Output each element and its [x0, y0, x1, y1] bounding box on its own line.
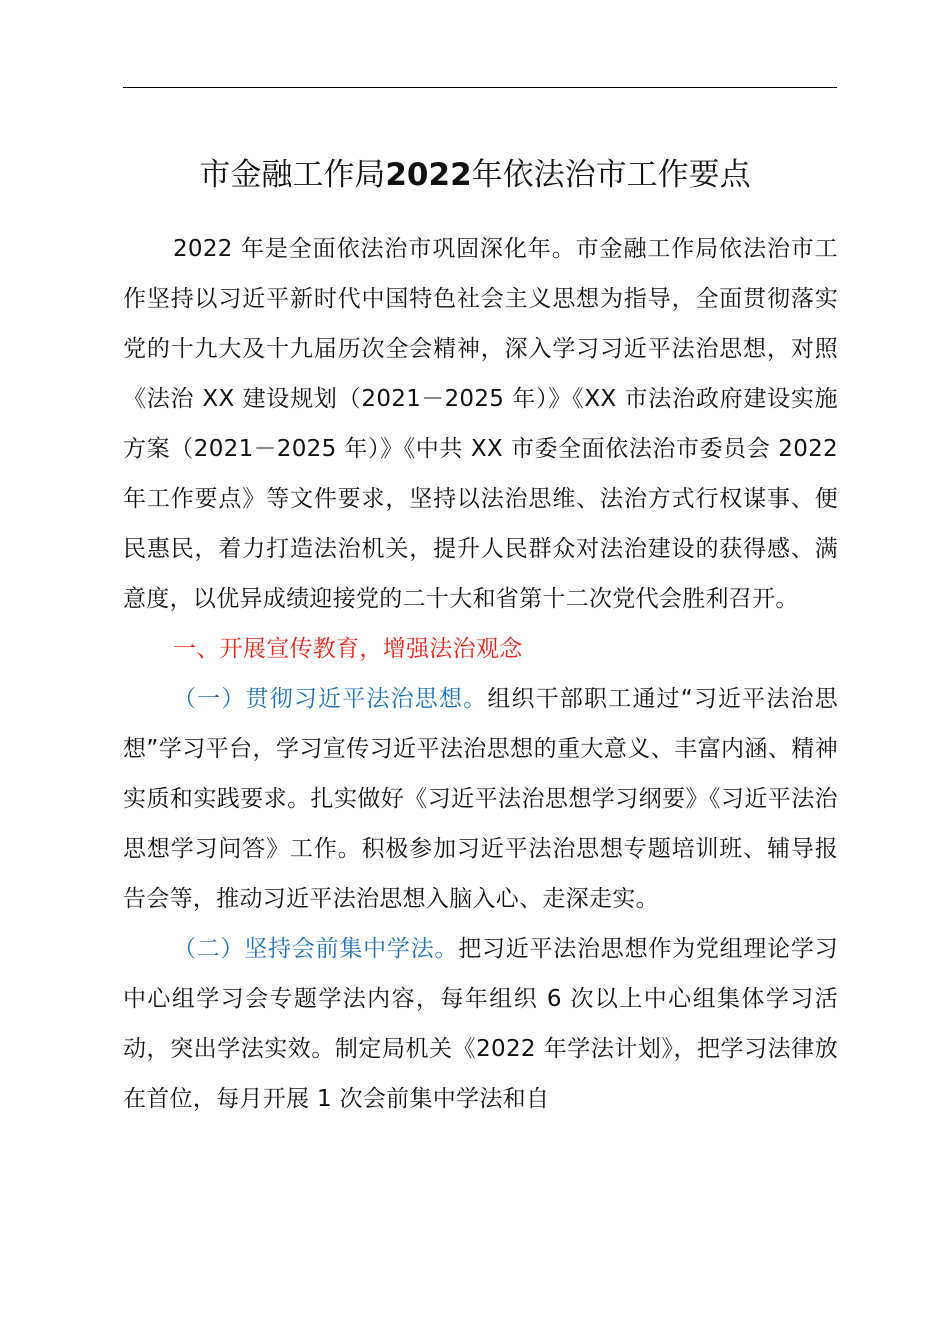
document-title	[0, 150, 950, 200]
intro-paragraph: 2022 年是全面依法治市巩固深化年。市金融工作局依法治市工作坚持以习近平新时代中国特色社会主义思想为指导，全面贯彻落实党的十九大及十九届历次全会精神，深入学习习近平法治思想，对照《法治 XX 建设规划（2021－2025 年）》《XX 市法治政府建设实施方案（2021－2025 年）》《中共 XX 市委全面依法治市委员会 2022 年工作要点》等文件要求，坚持以法治思维、法治方式行权谋事、便民惠民，着力打造法治机关，提升人民群众对法治建设的获得感、满意度，以优异成绩迎接党的二十大和省第十二次党代会胜利召开。	[123, 236, 838, 612]
item-title-2: （二）坚持会前集中学法。	[173, 936, 459, 962]
section-heading-1: 一、开展宣传教育，增强法治观念	[173, 636, 523, 662]
document-body	[123, 224, 838, 1124]
title-year: 2022	[385, 157, 472, 193]
item-title-1: （一）贯彻习近平法治思想。	[173, 686, 488, 712]
item-body-1: 组织干部职工通过“习近平法治思想”学习平台，学习宣传习近平法治思想的重大意义、丰富内涵、精神实质和实践要求。扎实做好《习近平法治思想学习纲要》《习近平法治思想学习问答》工作。积极参加习近平法治思想专题培训班、辅导报告会等，推动习近平法治思想入脑入心、走深走实。	[123, 686, 839, 912]
header-rule	[123, 87, 837, 88]
item-body-2: 把习近平法治思想作为党组理论学习中心组学习会专题学法内容，每年组织 6 次以上中心组集体学习活动，突出学法实效。制定局机关《2022 年学法计划》，把学习法律放在首位，每月开展 1 次会前集中学法和自	[123, 936, 838, 1112]
item-paragraph-2	[123, 924, 838, 1124]
item-paragraph-1	[123, 674, 838, 924]
title-suffix: 年依法治市工作要点	[471, 157, 751, 193]
title-prefix: 市金融工作局	[199, 157, 386, 193]
